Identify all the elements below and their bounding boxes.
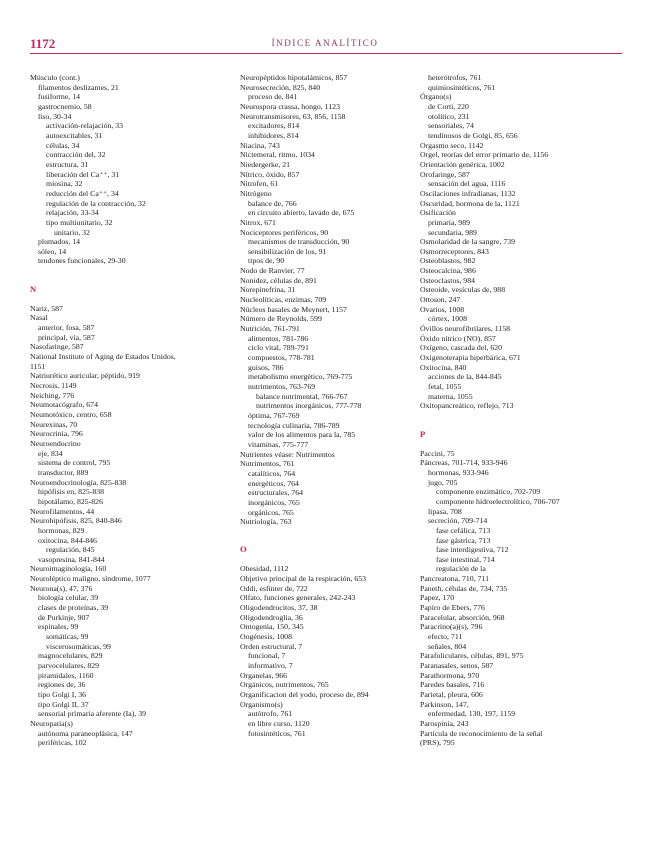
index-entry: Orofaringe, 587 [420, 169, 470, 179]
index-entry: Nutrientes véase: Nutrimentos [240, 449, 335, 459]
index-subentry: óptima, 767-769 [248, 410, 300, 420]
index-subentry: células, 34 [46, 140, 80, 150]
index-subentry: filamentos deslizantes, 21 [38, 82, 119, 92]
spacer [30, 266, 215, 276]
index-subentry: acciones de la, 844-845 [428, 372, 502, 382]
index-entry: National Institute of Aging de Estados Unidos, [30, 352, 176, 362]
index-subentry: otolítico, 231 [428, 111, 470, 121]
index-entry: Número de Reynolds, 599 [240, 314, 322, 324]
index-subentry: magnocelulares, 829 [38, 651, 103, 661]
index-entry: Nutriología, 763 [240, 517, 292, 527]
index-subentry: tendones funcionales, 29-30 [38, 256, 126, 266]
index-subentry: liso, 30-34 [38, 111, 72, 121]
index-entry: Oddi, esfínter de, 722 [240, 583, 308, 593]
index-subentry: primaria, 989 [428, 217, 471, 227]
index-entry: Neuroendocrino [30, 438, 81, 448]
index-entry: Nítrico, óxido, 857 [240, 169, 300, 179]
index-entry: Músculo (cont.) [30, 73, 80, 82]
index-entry: Orden estructural, 7 [240, 641, 303, 651]
index-subentry: gastrocnemio, 58 [38, 101, 92, 111]
index-entry: Nonidez, células de, 891 [240, 275, 317, 285]
index-entry: Paredes basales, 716 [420, 680, 485, 690]
index-column-1 [30, 73, 215, 748]
index-subentry: efecto, 711 [428, 632, 463, 642]
index-entry: Neurona(s), 47, 376 [30, 583, 93, 593]
index-entry: Nitrofen, 61 [240, 179, 279, 189]
index-subentry: regulación, 845 [46, 545, 95, 555]
index-subentry: sistema de control, 795 [38, 458, 111, 468]
index-subentry: materna, 1055 [428, 391, 473, 401]
index-subentry: de Corti, 220 [428, 101, 469, 111]
index-subentry: sensación del agua, 1116 [428, 179, 506, 189]
index-subentry: tipo multiunitario, 32 [46, 217, 113, 227]
index-entry: Nasofaringe, 587 [30, 342, 84, 352]
section-letter-block [30, 276, 215, 304]
index-subentry: catalíticos, 764 [248, 468, 296, 478]
index-subentry: inhibidores, 814 [248, 130, 299, 140]
index-entry: Nutrición, 761-791 [240, 324, 300, 334]
index-subentry: periféricas, 102 [38, 738, 87, 748]
index-subentry: fase gástrica, 713 [436, 535, 491, 545]
index-subentry: estructurales, 764 [248, 488, 303, 498]
index-subentry: valor de los alimentos para la, 785 [248, 430, 356, 440]
index-entry: Óxido nítrico (NO), 857 [420, 333, 496, 343]
index-entry: Olfato, funciones generales, 242-243 [240, 593, 356, 603]
index-entry: Organismo(s) [240, 699, 283, 709]
index-subentry: en circuito abierto, lavado de, 675 [248, 208, 355, 218]
index-subentry: unitario, 32 [54, 227, 90, 237]
index-subentry: fase intestinal, 714 [436, 554, 495, 564]
index-subentry: inorgánicos, 765 [248, 497, 300, 507]
index-subentry: secundaria, 989 [428, 227, 477, 237]
index-subentry: autótrofo, 761 [248, 709, 293, 719]
spacer [420, 411, 620, 421]
index-entry: Órgano(s) [420, 92, 452, 102]
index-subentry: ciclo vital, 789-791 [248, 343, 309, 353]
index-entry: Nariz, 587 [30, 303, 63, 313]
index-subentry: mecanismos de transducción, 90 [248, 237, 350, 247]
index-subentry: hormonas, 933-946 [428, 467, 489, 477]
index-subentry: sensorial primaria aferente (Ia), 39 [38, 709, 147, 719]
index-subentry: proceso de, 841 [248, 92, 298, 102]
index-subentry: vasopresina, 841-844 [38, 554, 105, 564]
index-subentry: espinales, 99 [38, 622, 79, 632]
index-entry: Partícula de reconocimiento de la señal [420, 728, 543, 738]
index-entry: Organificacion del yodo, proceso de, 894 [240, 690, 369, 700]
index-entry: Oxígeno, cascada del, 620 [420, 343, 503, 353]
index-subentry: sensoriales, 74 [428, 121, 474, 131]
index-subentry: contracción del, 32 [46, 150, 106, 160]
index-subentry: nutrimentos inorgánicos, 777-778 [256, 401, 362, 411]
index-subentry: oxitocina, 844-846 [38, 535, 97, 545]
page-number: 1172 [30, 36, 56, 51]
index-entry: Natriurético auricular, péptido, 919 [30, 371, 140, 381]
index-entry: Paccini, 75 [420, 448, 455, 458]
index-entry: Núcleos basales de Meynert, 1157 [240, 304, 347, 314]
index-subentry: reducción del Ca⁺⁺, 34 [46, 188, 119, 198]
index-entry: Paracelular, absorción, 968 [420, 612, 505, 622]
index-entry: Osmolaridad de la sangre, 739 [420, 237, 516, 247]
index-entry: Paranasales, senos, 587 [420, 661, 494, 671]
index-subentry: excitadores, 814 [248, 121, 300, 131]
index-entry: Ottoson, 247 [420, 295, 461, 305]
index-subentry: componente enzimático, 702-709 [436, 487, 541, 497]
index-subentry: somáticas, 99 [46, 632, 89, 642]
index-subentry: piramidales, 1160 [38, 670, 94, 680]
index-subentry: transductor, 889 [38, 467, 89, 477]
index-subentry: viscerosomáticas, 99 [46, 641, 111, 651]
index-subentry: principal, vía, 587 [38, 332, 95, 342]
index-entry: Osteoide, vesículas de, 988 [420, 285, 506, 295]
index-subentry: fusiforme, 14 [38, 92, 81, 102]
index-entry: Objetivo principal de la respiración, 653 [240, 574, 367, 584]
page-header [30, 36, 620, 54]
index-subentry: funcional, 7 [248, 651, 286, 661]
index-subentry: fetal, 1055 [428, 382, 462, 391]
index-entry: Oscuridad, hormona de la, 1121 [420, 198, 520, 208]
index-entry: Parkinson, 147, [420, 699, 469, 709]
index-entry: Orgel, teorías del error primario de, 1156 [420, 150, 549, 160]
index-entry: (PRS), 795 [420, 738, 455, 748]
index-subentry: de Purkinje, 907 [38, 612, 90, 622]
index-subentry: energéticos, 764 [248, 478, 299, 488]
index-entry: Neurosecreción, 825, 840 [240, 82, 321, 92]
section-letter: N [30, 283, 37, 294]
index-entry: Oxitocina, 840 [420, 362, 467, 372]
index-entry: Osteocalcina, 986 [420, 266, 476, 276]
index-entry: Parafoliculares, células, 891, 975 [420, 651, 524, 661]
index-subentry: tecnología culinaria, 786-789 [248, 420, 340, 430]
index-subentry: autoexcitables, 31 [46, 130, 103, 140]
index-entry: 1151 [30, 361, 46, 371]
index-entry: Parathormona, 970 [420, 670, 480, 680]
index-subentry: metabolismo energético, 769-775 [248, 372, 353, 382]
index-entry: Orientación genérica, 1002 [420, 159, 505, 169]
index-entry: Papiro de Ebers, 776 [420, 603, 485, 613]
index-subentry: relajación, 33-34 [46, 208, 99, 218]
header-rule [30, 53, 622, 54]
index-subentry: componente hidroelectrolítico, 706-707 [436, 496, 560, 506]
index-entry: Orgánicos, nutrimentos, 765 [240, 680, 329, 690]
index-entry: Ovarios, 1008 [420, 304, 465, 314]
index-subentry: hipotálamo, 825-826 [38, 496, 103, 506]
index-entry: Neuroimaginología, 160 [30, 564, 107, 574]
index-entry: Oligodendrocitos, 37, 38 [240, 603, 318, 613]
index-entry: Oligodendroglia, 36 [240, 612, 303, 622]
index-subentry: hormonas, 829 [38, 525, 85, 535]
index-entry: Organelas, 966 [240, 670, 288, 680]
index-entry: Osteoblastos, 982 [420, 256, 476, 266]
index-entry: Orgasmo seco, 1142 [420, 140, 484, 150]
running-title: ÍNDICE ANALÍTICO [271, 38, 379, 48]
index-entry: Nutrimentos, 761 [240, 459, 295, 469]
index-entry: Páncreas, 701-714, 933-946 [420, 458, 508, 468]
index-subentry: activación-relajación, 33 [46, 121, 124, 131]
index-entry: Paracrino(a)(s), 796 [420, 622, 483, 632]
index-entry: Oxigenoterapia hiperbárica, 671 [420, 353, 521, 363]
index-subentry: nutrimentos, 763-769 [248, 382, 316, 391]
index-subentry: en libre curso, 1120 [248, 718, 310, 728]
index-subentry: tendinosos de Golgi, 85, 656 [428, 130, 518, 140]
index-subentry: heterótrofos, 761 [428, 73, 482, 82]
index-subentry: estructura, 31 [46, 159, 89, 169]
index-entry: Neuroléptico maligno, síndrome, 1077 [30, 574, 151, 584]
index-entry: Parospinia, 243 [420, 718, 469, 728]
index-subentry: lipasa, 708 [428, 506, 462, 516]
index-subentry: biología celular, 39 [38, 593, 99, 603]
index-subentry: anterior, fosa, 587 [38, 323, 95, 333]
index-entry: Neurohipófisis, 825, 840-846 [30, 516, 122, 526]
index-entry: Neurexinas, 70 [30, 419, 78, 429]
index-entry: Obesidad, 1112 [240, 564, 289, 574]
index-entry: Nodo de Ranvier, 77 [240, 266, 305, 276]
index-subentry: tipos de, 90 [248, 256, 285, 266]
section-letter-block [420, 421, 620, 449]
index-entry: Norepinefrina, 31 [240, 285, 296, 295]
index-subentry: informativo, 7 [248, 661, 293, 671]
index-entry: Neiching, 776 [30, 390, 75, 400]
index-subentry: sensibilización de los, 91 [248, 246, 327, 256]
index-subentry: eje, 834 [38, 448, 63, 458]
index-subentry: orgánicos, 765 [248, 507, 294, 517]
index-subentry: regulación de la [436, 564, 486, 574]
index-entry: Necrosis, 1149 [30, 381, 77, 391]
index-subentry: jugo, 705 [428, 477, 458, 487]
index-subentry: quimiosintéticos, 761 [428, 82, 496, 92]
index-subentry: clases de proteínas, 39 [38, 603, 109, 613]
index-subentry: fase cefálica, 713 [436, 525, 491, 535]
section-letter-block [240, 536, 412, 564]
index-entry: Niedergerke, 21 [240, 159, 291, 169]
index-subentry: sóleo, 14 [38, 246, 67, 256]
index-subentry: fotosintéticos, 761 [248, 728, 306, 738]
index-subentry: balance nutrimental, 766-767 [256, 391, 348, 401]
index-entry: Neumotacógrafo, 674 [30, 400, 98, 410]
index-entry: Paneth, células de, 734, 735 [420, 583, 508, 593]
index-entry: Nucleolíticas, enzimas, 709 [240, 295, 327, 305]
index-entry: Nitrox, 671 [240, 217, 276, 227]
index-entry: Neuropatía(s) [30, 718, 73, 728]
index-subentry: compuestos, 778-781 [248, 353, 315, 363]
index-subentry: liberación del Ca⁺⁺, 31 [46, 169, 120, 179]
index-subentry: balance de, 766 [248, 198, 297, 208]
index-entry: Óvillos neurofibrilares, 1158 [420, 324, 511, 334]
index-subentry: córtex, 1008 [428, 314, 467, 324]
index-column-3 [420, 73, 620, 748]
spacer [240, 527, 412, 537]
index-subentry: fase interdigestiva, 712 [436, 545, 509, 555]
index-entry: Neuropéptidos hipotalámicos, 857 [240, 73, 348, 82]
index-subentry: alimentos, 781-786 [248, 333, 309, 343]
section-letter: O [240, 544, 247, 555]
index-subentry: vitaminas, 775-777 [248, 439, 309, 449]
index-entry: Neurofilamentos, 44 [30, 506, 95, 516]
index-subentry: tipo Golgi I, 36 [38, 690, 87, 700]
index-entry: Pancreatona, 710, 711 [420, 574, 489, 584]
section-letter: P [420, 428, 426, 439]
index-entry: Oxitopancreático, reflejo, 713 [420, 401, 514, 411]
index-subentry: guisos, 786 [248, 362, 284, 372]
index-entry: Osteoclastos, 984 [420, 275, 476, 285]
index-entry: Niacina, 743 [240, 140, 280, 150]
index-entry: Oogénesis, 1008 [240, 632, 292, 642]
index-entry: Osificación [420, 208, 456, 218]
index-entry: Parietal, pleura, 606 [420, 690, 483, 700]
index-subentry: secreción, 709-714 [428, 516, 488, 526]
index-subentry: señales, 804 [428, 641, 467, 651]
index-entry: Papez, 170 [420, 593, 455, 603]
index-subentry: autónoma paraneoplásica, 147 [38, 728, 133, 738]
index-subentry: hipófisis en, 825-838 [38, 487, 105, 497]
index-subentry: miosina, 32 [46, 179, 83, 189]
index-column-2 [240, 73, 412, 738]
index-entry: Nitrógeno [240, 188, 272, 198]
index-entry: Nictemeral, ritmo, 1034 [240, 150, 315, 160]
index-entry: Osmorreceptores, 843 [420, 246, 489, 256]
index-subentry: enfermedad, 130, 197, 1159 [428, 709, 516, 719]
index-subentry: regulación de la contracción, 32 [46, 198, 146, 208]
index-subentry: parvocelulares, 829 [38, 661, 100, 671]
index-entry: Neurotransmisores, 63, 856, 1158 [240, 111, 346, 121]
index-subentry: regiones de, 36 [38, 680, 86, 690]
index-entry: Neumotóxico, centro, 658 [30, 409, 112, 419]
index-entry: Ontogenia, 150, 345 [240, 622, 304, 632]
index-subentry: plumados, 14 [38, 237, 81, 247]
index-entry: Nasal [30, 313, 48, 323]
index-entry: Nociceptores periféricos, 90 [240, 227, 329, 237]
index-entry: Neurospora crassa, hongo, 1123 [240, 101, 340, 111]
index-entry: Neurocrinia, 796 [30, 429, 83, 439]
index-entry: Oscilaciones infradianas, 1132 [420, 188, 516, 198]
index-entry: Neuroendocrinología, 825-838 [30, 477, 127, 487]
index-subentry: tipo Golgi II, 37 [38, 699, 89, 709]
